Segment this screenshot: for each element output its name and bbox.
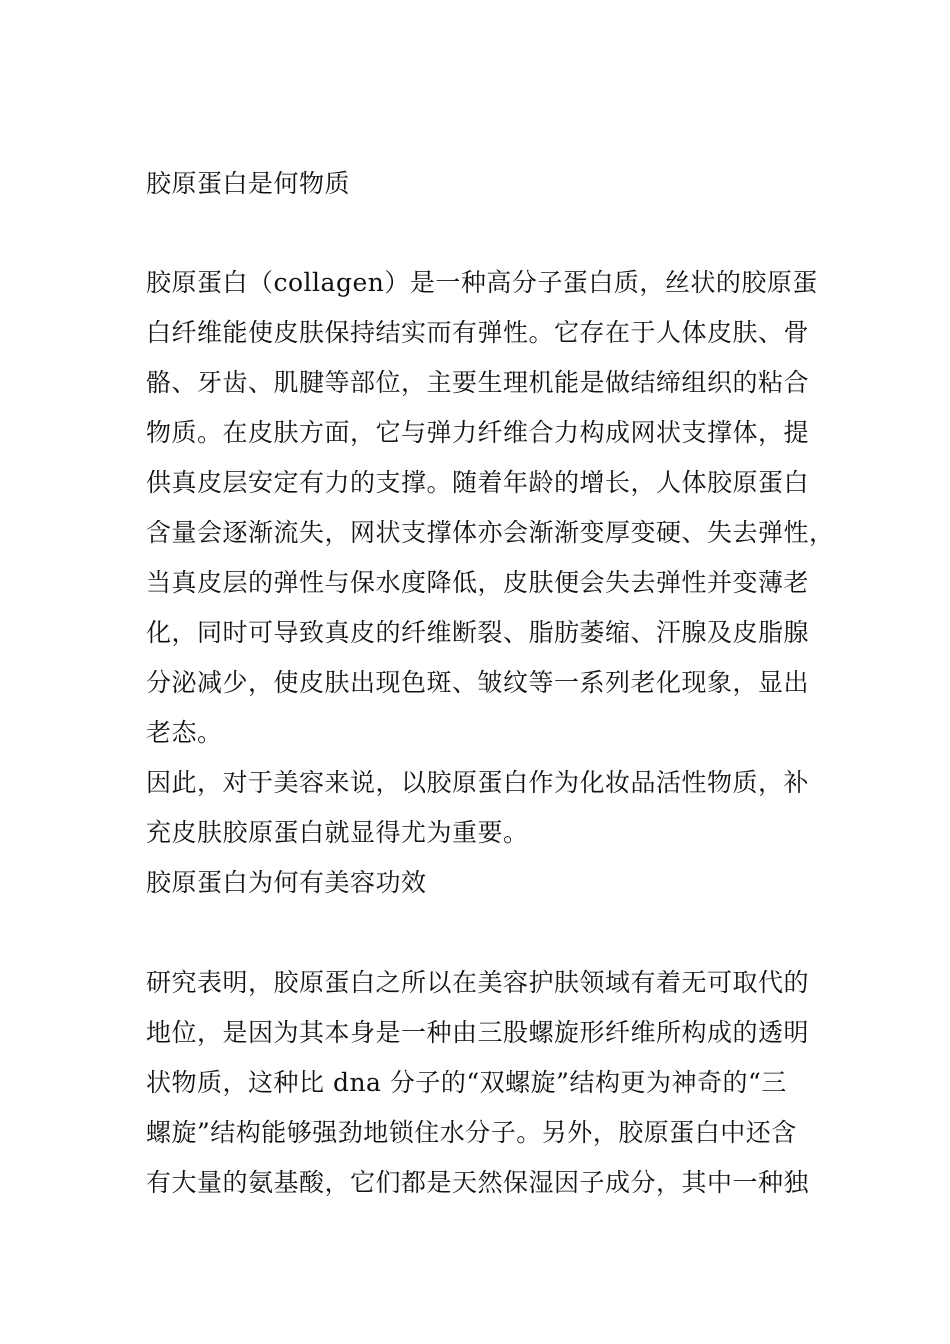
paragraph-line: 白纤维能使皮肤保持结实而有弹性。它存在于人体皮肤、骨 [146, 318, 810, 347]
paragraph-line: 螺旋”结构能够强劲地锁住水分子。另外，胶原蛋白中还含 [146, 1118, 797, 1147]
paragraph-line: 物质。在皮肤方面，它与弹力纤维合力构成网状支撑体，提 [146, 418, 810, 447]
paragraph-line: 因此，对于美容来说，以胶原蛋白作为化妆品活性物质，补 [146, 768, 810, 797]
paragraph-line: 充皮肤胶原蛋白就显得尤为重要。 [146, 818, 529, 847]
heading-beauty-effect: 胶原蛋白为何有美容功效 [146, 868, 427, 897]
paragraph-line: 老态。 [146, 718, 223, 747]
paragraph-line: 当真皮层的弹性与保水度降低，皮肤便会失去弹性并变薄老 [146, 568, 810, 597]
paragraph-line: 胶原蛋白（collagen）是一种高分子蛋白质，丝状的胶原蛋 [146, 268, 818, 297]
paragraph-research [146, 958, 816, 1208]
paragraph-line: 研究表明，胶原蛋白之所以在美容护肤领域有着无可取代的 [146, 968, 810, 997]
paragraph-collagen-definition [146, 258, 835, 908]
paragraph-line: 化，同时可导致真皮的纤维断裂、脂肪萎缩、汗腺及皮脂腺 [146, 618, 810, 647]
paragraph-line: 有大量的氨基酸，它们都是天然保湿因子成分，其中一种独 [146, 1168, 810, 1197]
paragraph-line: 含量会逐渐流失，网状支撑体亦会渐渐变厚变硬、失去弹性， [146, 518, 835, 547]
paragraph-line: 分泌减少，使皮肤出现色斑、皱纹等一系列老化现象，显出 [146, 668, 810, 697]
paragraph-line: 状物质，这种比 dna 分子的“双螺旋”结构更为神奇的“三 [146, 1068, 787, 1097]
heading-collagen-what [146, 159, 816, 209]
paragraph-line: 骼、牙齿、肌腱等部位，主要生理机能是做结缔组织的粘合 [146, 368, 810, 397]
paragraph-line: 供真皮层安定有力的支撑。随着年龄的增长，人体胶原蛋白 [146, 468, 810, 497]
heading-text: 胶原蛋白是何物质 [146, 169, 351, 198]
paragraph-line: 地位，是因为其本身是一种由三股螺旋形纤维所构成的透明 [146, 1018, 810, 1047]
